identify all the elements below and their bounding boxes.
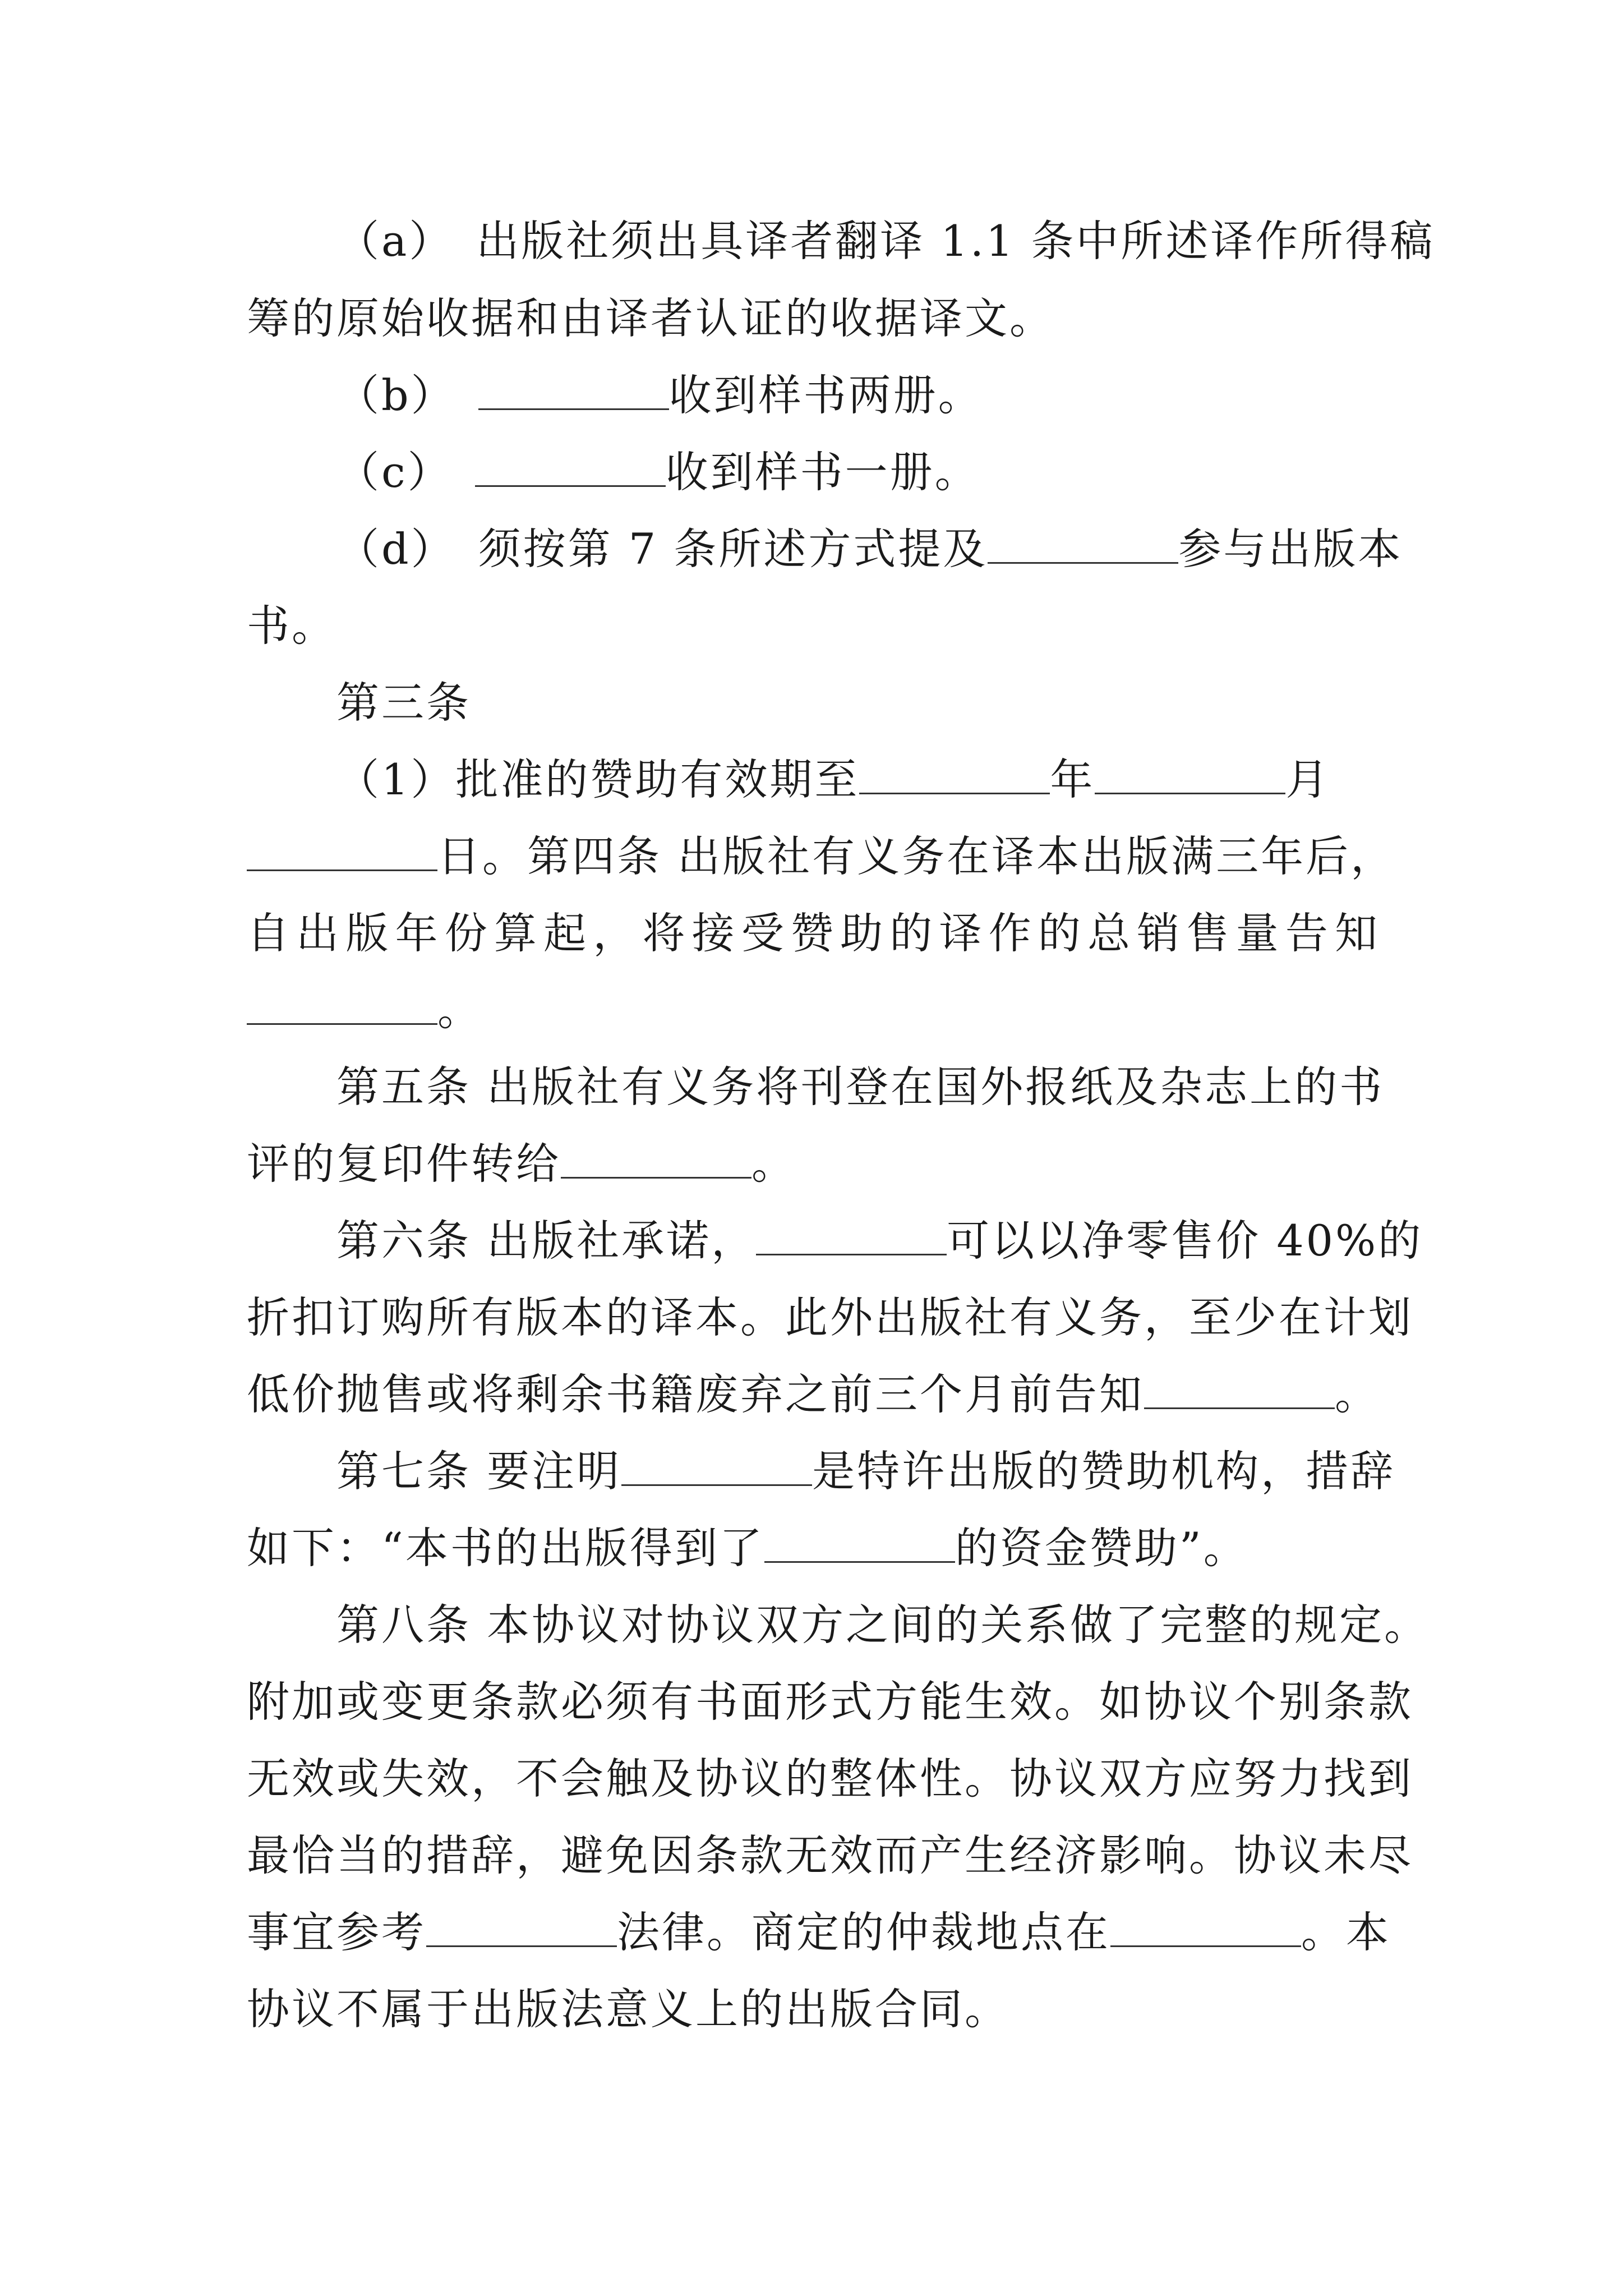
article-7-line-2 (247, 1520, 1380, 1576)
article-8-text-5c: 。本 (1301, 1907, 1391, 1957)
month-label: 月 (1285, 754, 1331, 804)
clause-a-text-1: 出版社须出具译者翻译 1.1 条中所述译作所得稿 (476, 216, 1435, 266)
article-8-line-1 (336, 1597, 1430, 1653)
article-8-line-5 (247, 1904, 1391, 1961)
month-blank[interactable] (1095, 753, 1285, 794)
clause-d-text-after: 参与出版本 (1178, 524, 1403, 574)
article-8-text-3: 无效或失效，不会触及协议的整体性。协议双方应努力找到 (247, 1754, 1413, 1803)
article-7-text-1: 第七条 要注明 (336, 1446, 622, 1496)
article-4-end: 。 (437, 985, 482, 1035)
article-3-day-line (247, 829, 1396, 885)
clause-d-label: （d） (336, 524, 456, 574)
year-blank[interactable] (859, 753, 1050, 794)
clause-d-line-1 (336, 521, 1403, 577)
article-5-line-2 (247, 1136, 1380, 1192)
article-6-line-1 (336, 1213, 1423, 1269)
article-3-heading (336, 675, 1380, 731)
article-8-text-5a: 事宜参考 (247, 1907, 426, 1957)
clause-a-line-2 (247, 291, 1380, 347)
article-7-blank-2[interactable] (764, 1522, 955, 1563)
article-6-text-1: 第六条 出版社承诺， (336, 1216, 757, 1266)
clause-b-text: 收到样书两册。 (668, 370, 983, 420)
article-8-line-3 (247, 1751, 1413, 1807)
clause-c-line (336, 444, 1380, 500)
article-3-item-1-line (336, 752, 1380, 808)
arbitration-place-blank[interactable] (1110, 1906, 1301, 1947)
article-4-line-3 (247, 982, 1380, 1038)
article-6-line-2 (247, 1290, 1413, 1346)
clause-c-text: 收到样书一册。 (665, 447, 980, 497)
article-8-line-4 (247, 1828, 1413, 1884)
article-8-line-2 (247, 1674, 1413, 1730)
article-7-text-2: 如下：“本书的出版得到了 (247, 1523, 764, 1573)
article-7-line-1 (336, 1443, 1396, 1499)
clause-a-line-1 (336, 213, 1435, 269)
article-7-end: 的资金赞助”。 (955, 1523, 1248, 1573)
article-7-text-1b: 是特许出版的赞助机构，措辞 (812, 1446, 1396, 1496)
article-8-text-4: 最恰当的措辞，避免因条款无效而产生经济影响。协议未尽 (247, 1830, 1413, 1880)
article-4-text-2: 自出版年份算起，将接受赞助的译作的总销售量告知 (247, 908, 1380, 958)
article-6-text-3: 低价抛售或将剩余书籍废弃之前三个月前告知 (247, 1369, 1144, 1419)
clause-d-line-2 (247, 598, 1380, 654)
clause-b-line (336, 367, 1380, 424)
article-8-text-1: 第八条 本协议对协议双方之间的关系做了完整的规定。 (336, 1600, 1430, 1650)
article-5-blank[interactable] (561, 1138, 751, 1179)
clause-a-label: （a） (336, 216, 454, 266)
clause-c-blank[interactable] (475, 446, 666, 487)
article-4-blank[interactable] (247, 984, 437, 1025)
article-8-text-2: 附加或变更条款必须有书面形式方能生效。如协议个别条款 (247, 1677, 1413, 1727)
clause-c-label: （c） (336, 447, 453, 497)
article-7-blank-1[interactable] (621, 1445, 812, 1486)
article-8-text-6: 协议不属于出版法意义上的出版合同。 (247, 1984, 1009, 2034)
clause-d-text-2: 书。 (247, 601, 336, 651)
law-blank[interactable] (426, 1906, 617, 1947)
article-5-end: 。 (751, 1139, 796, 1189)
article-6-text-1b: 可以以净零售价 40%的 (947, 1216, 1423, 1266)
clause-d-text-before: 须按第 7 条所述方式提及 (478, 524, 988, 574)
article-5-line-1 (336, 1059, 1385, 1115)
article-3-title: 第三条 (336, 678, 471, 728)
clause-b-label: （b） (336, 370, 456, 420)
day-blank[interactable] (247, 830, 437, 871)
article-6-line-3 (247, 1366, 1380, 1423)
article-4-text-1: 日。第四条 出版社有义务在译本出版满三年后， (437, 831, 1396, 881)
article-6-end: 。 (1335, 1369, 1380, 1419)
clause-d-blank[interactable] (988, 523, 1178, 564)
clause-b-blank[interactable] (478, 369, 669, 410)
article-4-line-2 (247, 905, 1380, 961)
article-6-blank-1[interactable] (756, 1214, 947, 1255)
article-6-text-2: 折扣订购所有版本的译本。此外出版社有义务，至少在计划 (247, 1292, 1413, 1342)
article-6-blank-2[interactable] (1144, 1368, 1335, 1409)
article-8-line-6 (247, 1981, 1380, 2037)
clause-a-text-2: 筹的原始收据和由译者认证的收据译文。 (247, 293, 1054, 343)
article-3-item-1-text: （1）批准的赞助有效期至 (336, 754, 860, 804)
article-8-text-5b: 法律。商定的仲裁地点在 (617, 1907, 1110, 1957)
article-5-text-1: 第五条 出版社有义务将刊登在国外报纸及杂志上的书 (336, 1062, 1385, 1112)
article-5-text-2: 评的复印件转给 (247, 1139, 561, 1189)
year-label: 年 (1050, 754, 1095, 804)
